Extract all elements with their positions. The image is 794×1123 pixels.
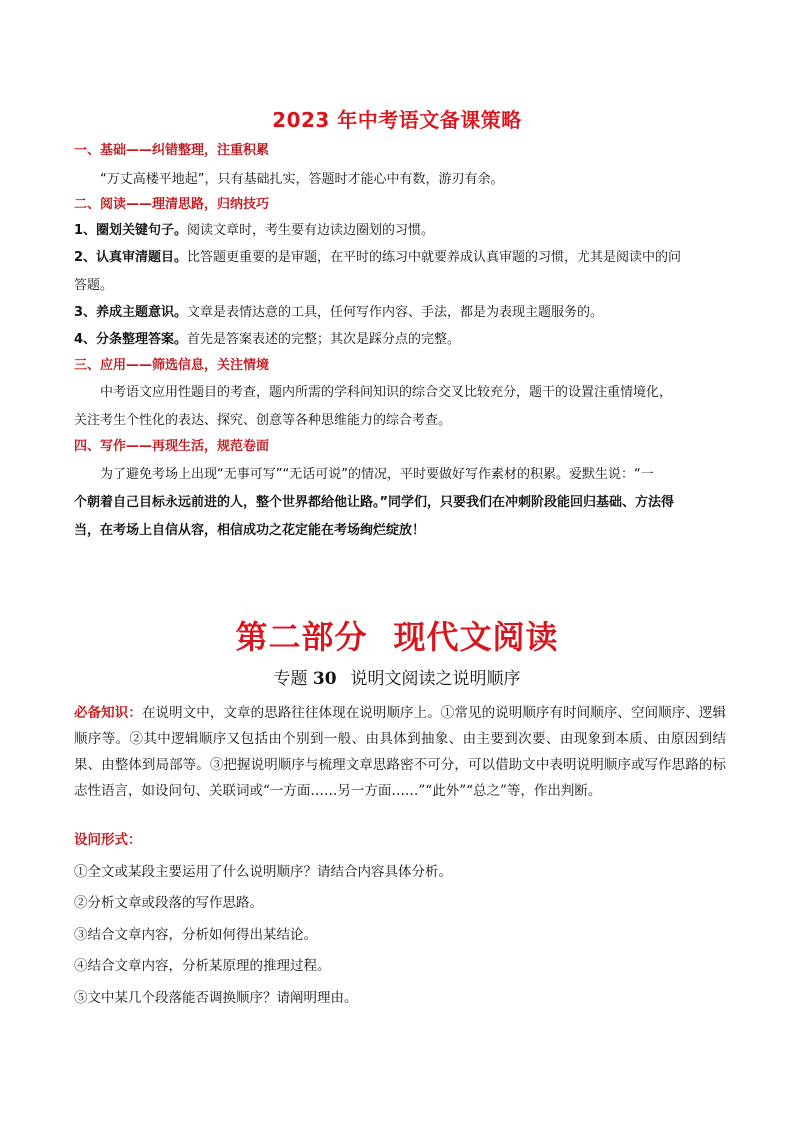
part-title — [0, 612, 794, 658]
section-2-heading: 二、阅读——理清思路，归纳技巧 — [74, 197, 270, 212]
item-1-lead: 1、圈划关键句子。 — [74, 223, 188, 238]
item-2-text-a: 比答题更重要的是审题，在平时的练习中就要养成认真审题的习惯，尤其是阅读中的问 — [187, 250, 682, 265]
question-item: ③结合文章内容，分析如何得出某结论。 — [74, 927, 317, 943]
topic-prefix: 专题 — [273, 669, 308, 689]
knowledge-label: 必备知识： — [74, 705, 142, 721]
section-2-item-2 — [74, 249, 724, 267]
item-1-text: 阅读文章时，考生要有边读边圈划的习惯。 — [187, 223, 435, 238]
item-3-lead: 3、养成主题意识。 — [74, 305, 188, 320]
section-4-body-b: 个朝着自己目标永远前进的人，整个世界都给他让路。”同学们，只要我们在冲刺阶段能回归基础、方法得 — [74, 495, 675, 510]
part-title-b: 现代文阅读 — [393, 618, 559, 656]
item-4-text: 首先是答案表述的完整；其次是踩分点的完整。 — [187, 332, 461, 347]
section-4-body-c: 当，在考场上自信从容，相信成功之花定能在考场绚烂绽放！ — [74, 523, 426, 538]
topic-title — [0, 664, 794, 689]
knowledge-paragraph — [74, 700, 726, 804]
section-3-heading: 三、应用——筛选信息，关注情境 — [74, 358, 270, 373]
item-2-lead: 2、认真审清题目。 — [74, 250, 188, 265]
topic-name: 说明文阅读之说明顺序 — [350, 669, 521, 689]
section-2-item-1 — [74, 222, 724, 240]
question-item: ⑤文中某几个段落能否调换顺序？请阐明理由。 — [74, 990, 358, 1006]
section-3-body-b: 关注考生个性化的表达、探究、创意等各种思维能力的综合考查。 — [74, 413, 452, 428]
question-item: ④结合文章内容，分析某原理的推理过程。 — [74, 958, 331, 974]
part-title-a: 第二部分 — [235, 618, 368, 656]
section-2-item-3 — [74, 304, 724, 322]
section-1-heading: 一、基础——纠错整理，注重积累 — [74, 143, 270, 158]
section-4-body-a: 为了避免考场上出现“无事可写”“无话可说”的情况，平时要做好写作素材的积累。爱默生说：“一 — [100, 467, 654, 482]
questions-label: 设问形式： — [74, 832, 142, 848]
question-item: ②分析文章或段落的写作思路。 — [74, 895, 263, 911]
item-4-lead: 4、分条整理答案。 — [74, 332, 188, 347]
doc-title: 2023 年中考语文备课策略 — [272, 108, 522, 132]
item-3-text: 文章是表情达意的工具，任何写作内容、手法，都是为表现主题服务的。 — [187, 305, 604, 320]
section-3-body-a: 中考语文应用性题目的考查，题内所需的学科间知识的综合交叉比较充分，题干的设置注重情境化， — [100, 385, 673, 400]
question-item: ①全文或某段主要运用了什么说明顺序？请结合内容具体分析。 — [74, 864, 452, 880]
section-2-item-4 — [74, 331, 724, 349]
topic-number: 30 — [312, 669, 337, 689]
section-1-body: “万丈高楼平地起”，只有基础扎实，答题时才能心中有数，游刃有余。 — [100, 172, 504, 187]
knowledge-text: 在说明文中，文章的思路往往体现在说明顺序上。①常见的说明顺序有时间顺序、空间顺序、逻辑顺序等。②其中逻辑顺序又包括由个别到一般、由具体到抽象、由主要到次要、由现象到本质、由原因到结果、由整体到局部等。③把握说明顺序与梳理文章思路密不可分，可以借助文中表明说明顺序或写作思路的标志性语言，如设问句、关联词或“一方面……另一方面……”“此外”“总之”等，作出判断。 — [74, 705, 727, 799]
section-4-heading: 四、写作——再现生活，规范卷面 — [74, 439, 270, 454]
section-2-item-2-cont: 答题。 — [74, 278, 114, 293]
